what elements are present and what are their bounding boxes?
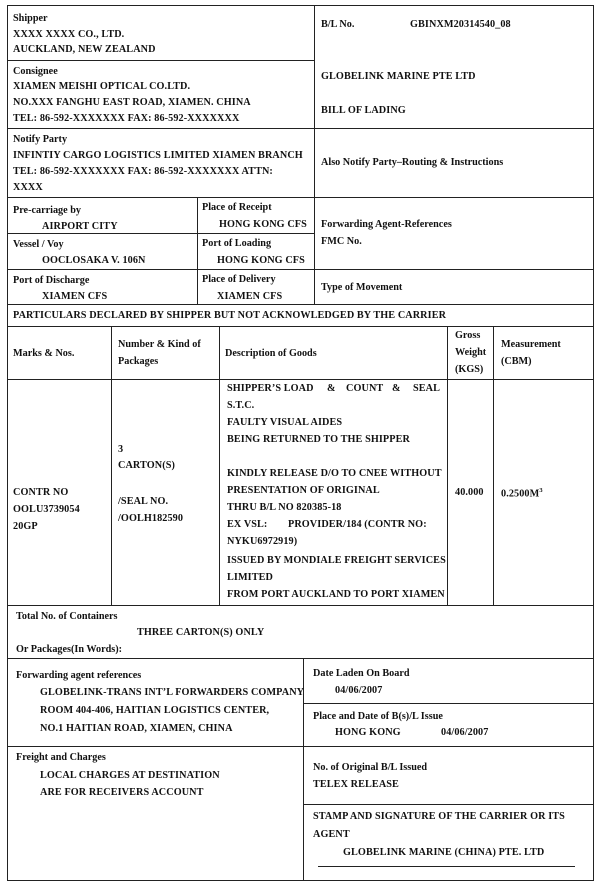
col-gross-1: Gross <box>455 330 481 341</box>
pre-carriage-value: AIRPORT CITY <box>42 221 118 232</box>
divider <box>7 746 594 747</box>
shipper-label: Shipper <box>13 13 48 24</box>
divider <box>303 703 594 704</box>
fwd-agent-line-3: NO.1 HAITIAN ROAD, XIAMEN, CHINA <box>40 723 233 734</box>
desc-line-6: PRESENTATION OF ORIGINAL <box>227 485 380 496</box>
pre-carriage-label: Pre-carriage by <box>13 205 81 216</box>
desc-line-10: ISSUED BY MONDIALE FREIGHT SERVICES <box>227 555 446 566</box>
stamp-line-2: AGENT <box>313 829 350 840</box>
vessel-label: Vessel / Voy <box>13 239 64 250</box>
measurement <box>501 488 543 500</box>
freight-line-1: LOCAL CHARGES AT DESTINATION <box>40 770 220 781</box>
col-gross-2: Weight <box>455 347 487 358</box>
desc-line-8b: PROVIDER/184 (CONTR NO: <box>288 519 427 530</box>
measurement-unit-sup: 3 <box>539 487 543 494</box>
divider <box>493 326 494 605</box>
desc-line-3: FAULTY VISUAL AIDES <box>227 417 343 428</box>
desc-line-9: NYKU6972919) <box>227 536 298 547</box>
divider <box>7 379 594 380</box>
total-containers-value: THREE CARTON(S) ONLY <box>137 627 265 638</box>
freight-label: Freight and Charges <box>16 752 106 763</box>
col-number-2: Packages <box>118 356 159 367</box>
desc-line-5: KINDLY RELEASE D/O TO CNEE WITHOUT <box>227 468 442 479</box>
col-meas-1: Measurement <box>501 339 561 350</box>
divider <box>303 804 594 805</box>
col-meas-2: (CBM) <box>501 356 532 367</box>
port-loading-value: HONG KONG CFS <box>217 255 305 266</box>
total-containers-label: Total No. of Containers <box>16 611 118 622</box>
fwd-agent-line-2: ROOM 404-406, HAITIAN LOGISTICS CENTER, <box>40 705 270 716</box>
also-notify-label: Also Notify Party–Routing & Instructions <box>321 157 504 168</box>
divider <box>111 326 112 605</box>
notify-name: INFINTIY CARGO LOGISTICS LIMITED XIAMEN BRANCH <box>13 150 303 161</box>
notify-attn: XXXX <box>13 182 43 193</box>
desc-line-7: THRU B/L NO 820385-18 <box>227 502 342 513</box>
col-gross-3: (KGS) <box>455 364 484 375</box>
desc-line-1e: SEAL <box>413 383 441 394</box>
marks-line-1: CONTR NO <box>13 487 69 498</box>
date-laden-value: 04/06/2007 <box>335 685 383 696</box>
desc-line-1b: & <box>327 383 336 394</box>
gross-weight: 40.000 <box>455 487 484 498</box>
carrier-name: GLOBELINK MARINE PTE LTD <box>321 71 476 82</box>
measurement-value: 0.2500M <box>501 488 540 500</box>
desc-line-2: S.T.C. <box>227 400 255 411</box>
movement-label: Type of Movement <box>321 282 403 293</box>
place-receipt-label: Place of Receipt <box>202 202 272 213</box>
bl-no-value: GBINXM20314540_08 <box>410 19 511 30</box>
port-loading-label: Port of Loading <box>202 238 272 249</box>
stamp-line-1: STAMP AND SIGNATURE OF THE CARRIER OR ITS <box>313 811 565 822</box>
divider <box>447 326 448 605</box>
col-number-1: Number & Kind of <box>118 339 201 350</box>
pkg-count: 3 <box>118 444 124 455</box>
place-issue-place: HONG KONG <box>335 727 401 738</box>
seal-value: /OOLH182590 <box>118 513 184 524</box>
shipper-address: AUCKLAND, NEW ZEALAND <box>13 44 156 55</box>
original-bl-value: TELEX RELEASE <box>313 779 399 790</box>
vessel-value: OOCLOSAKA V. 106N <box>42 255 146 266</box>
desc-line-1a: SHIPPER’S LOAD <box>227 383 314 394</box>
notify-contact: TEL: 86-592-XXXXXXX FAX: 86-592-XXXXXXX ATTN: <box>13 166 273 177</box>
divider <box>7 326 594 327</box>
fwd-agent-label: Forwarding agent references <box>16 670 142 681</box>
divider <box>7 658 594 659</box>
consignee-label: Consignee <box>13 66 58 77</box>
desc-line-1c: COUNT <box>346 383 384 394</box>
original-bl-label: No. of Original B/L Issued <box>313 762 428 773</box>
divider <box>7 269 594 270</box>
bl-no-label: B/L No. <box>321 19 355 30</box>
port-discharge-label: Port of Discharge <box>13 275 90 286</box>
notify-label: Notify Party <box>13 134 68 145</box>
fmc-label: FMC No. <box>321 236 362 247</box>
col-desc: Description of Goods <box>225 348 317 359</box>
desc-line-11: LIMITED <box>227 572 273 583</box>
particulars-heading: PARTICULARS DECLARED BY SHIPPER BUT NOT ACKNOWLEDGED BY THE CARRIER <box>13 310 447 321</box>
divider <box>7 128 594 129</box>
forwarding-ref-label: Forwarding Agent-References <box>321 219 452 230</box>
port-discharge-value: XIAMEN CFS <box>42 291 108 302</box>
seal-label: /SEAL NO. <box>118 496 169 507</box>
divider <box>7 233 314 234</box>
marks-line-3: 20GP <box>13 521 38 532</box>
place-issue-label: Place and Date of B(s)/L Issue <box>313 711 443 722</box>
total-packages-label: Or Packages(In Words): <box>16 644 123 655</box>
divider <box>7 304 594 305</box>
date-laden-label: Date Laden On Board <box>313 668 410 679</box>
divider <box>7 605 594 606</box>
place-issue-date: 04/06/2007 <box>441 727 489 738</box>
consignee-address: NO.XXX FANGHU EAST ROAD, XIAMEN. CHINA <box>13 97 251 108</box>
desc-line-1d: & <box>392 383 401 394</box>
place-delivery-value: XIAMEN CFS <box>217 291 283 302</box>
consignee-name: XIAMEN MEISHI OPTICAL CO.LTD. <box>13 81 191 92</box>
place-delivery-label: Place of Delivery <box>202 274 276 285</box>
divider <box>219 326 220 605</box>
place-receipt-value: HONG KONG CFS <box>219 219 307 230</box>
stamp-company: GLOBELINK MARINE (CHINA) PTE. LTD <box>343 847 545 858</box>
desc-line-4: BEING RETURNED TO THE SHIPPER <box>227 434 410 445</box>
document-title: BILL OF LADING <box>321 105 406 116</box>
divider <box>7 197 594 198</box>
divider <box>197 197 198 304</box>
signature-line <box>318 866 575 867</box>
desc-line-12: FROM PORT AUCKLAND TO PORT XIAMEN <box>227 589 445 600</box>
divider <box>314 5 315 304</box>
fwd-agent-line-1: GLOBELINK-TRANS INT’L FORWARDERS COMPANY <box>40 687 305 698</box>
desc-line-8a: EX VSL: <box>227 519 268 530</box>
divider <box>7 60 314 61</box>
marks-line-2: OOLU3739054 <box>13 504 80 515</box>
col-marks: Marks & Nos. <box>13 348 75 359</box>
freight-line-2: ARE FOR RECEIVERS ACCOUNT <box>40 787 204 798</box>
pkg-kind: CARTON(S) <box>118 460 175 471</box>
consignee-contact: TEL: 86-592-XXXXXXX FAX: 86-592-XXXXXXX <box>13 113 240 124</box>
shipper-name: XXXX XXXX CO., LTD. <box>13 29 125 40</box>
